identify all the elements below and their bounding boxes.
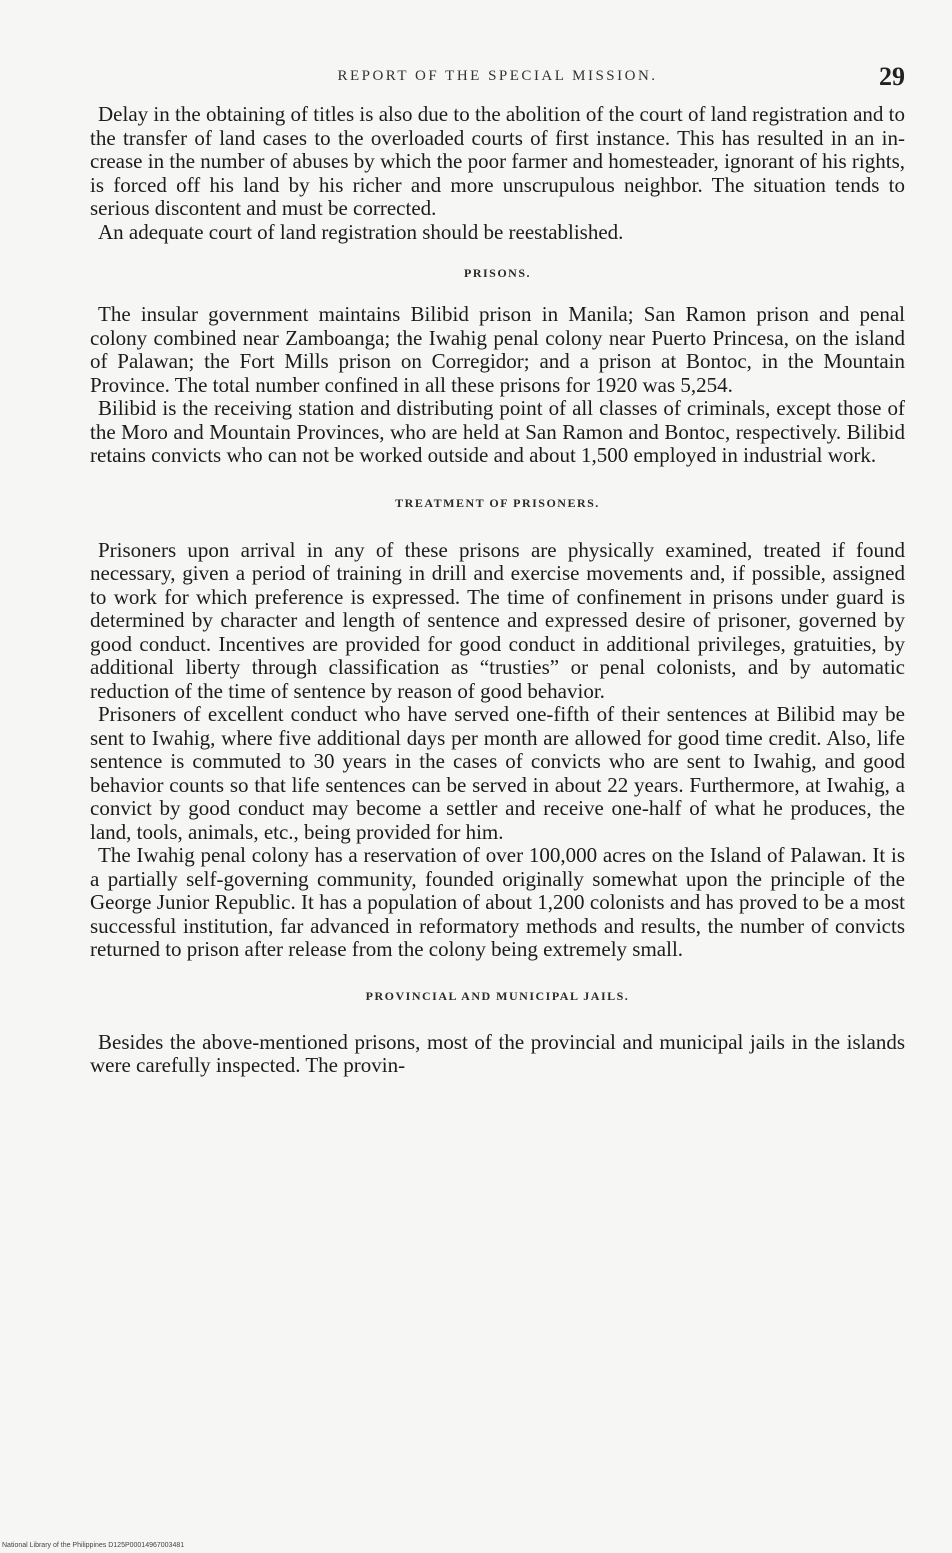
section-heading-prisons: PRISONS. (463, 266, 531, 280)
document-page (90, 0, 905, 1553)
running-title: REPORT OF THE SPECIAL MISSION. (337, 68, 658, 84)
section-heading-treatment: TREATMENT OF PRISONERS. (395, 495, 600, 510)
section-heading-jails: PROVINCIAL AND MUNICIPAL JAILS. (365, 988, 630, 1003)
paragraph-insular-prisons: The insular government maintains Bilibid prison in Manila; San Ramon prison and penal colony combined near Zamboanga; the Iwahig penal colony near Puerto Princesa, on the island of Palawan; the Fort Mills prison on Corregidor; and a prison at Bontoc, in the Mountain Province. The total number confined in all these prisons for 1920 was 5,254. (90, 302, 905, 397)
paragraph-land-court-recommendation: An adequate court of land registration should be reestablished. (98, 219, 624, 244)
page-number: 29 (879, 62, 905, 91)
paragraph-excellent-conduct: Prisoners of excellent conduct who have served one-fifth of their sentences at Bilibid may be sent to Iwahig, where five additional days per month are allowed for good time credit. Also, life sentence is commuted to 30 years in the cases of convicts who are sent to Iwahig, and good behavior counts so that life sentences can be served in about 22 years. Furthermore, at Iwahig, a convict by good conduct may become a settler and receive one-half of what he produces, the land, tools, animals, etc., being provided for him. (90, 702, 905, 844)
body-text (90, 103, 905, 1078)
paragraph-land-titles-delay: Delay in the obtaining of titles is also due to the abolition of the court of land registration and to the transfer of land cases to the overloaded courts of first instance. This has resulted in an increase in the number of abuses by which the poor farmer and homesteader, ignorant of his rights, is forced off his land by his richer and more unscrupulous neighbor. The situation tends to serious discontent and must be corrected. (90, 102, 905, 220)
paragraph-jails-inspected: Besides the above-mentioned prisons, most of the provincial and municipal jails in the islands were carefully inspected. The provin- (90, 1029, 905, 1077)
paragraph-iwahig-colony: The Iwahig penal colony has a reservation of over 100,000 acres on the Island of Palawan. It is a partially self-governing community, founded originally somewhat upon the principle of the George Junior Republic. It has a population of about 1,200 colonists and has proved to be a most successful institution, far advanced in reformatory methods and results, the number of convicts returned to prison after release from the colony being extremely small. (90, 843, 905, 961)
paragraph-prisoner-arrival: Prisoners upon arrival in any of these prisons are physically examined, treated if found necessary, given a period of training in drill and exercise movements and, if possible, assigned to work for which preference is expressed. The time of confinement in prisons under guard is determined by character and length of sentence and expressed desire of prisoner, governed by good conduct. Incentives are provided for good conduct in additional privileges, gratuities, by additional liberty through classification as “trusties” or penal colonists, and by automatic reduction of the time of sentence by reason of good behavior. (90, 537, 905, 703)
scan-footer-note: National Library of the Philippines D125P00014967003481 (2, 1542, 185, 1549)
running-header (90, 62, 905, 102)
paragraph-bilibid: Bilibid is the receiving station and distributing point of all classes of criminals, except those of the Moro and Mountain Provinces, who are held at San Ramon and Bontoc, respectively. Bilibid retains convicts who can not be worked outside and about 1,500 employed in industrial work. (90, 396, 905, 467)
